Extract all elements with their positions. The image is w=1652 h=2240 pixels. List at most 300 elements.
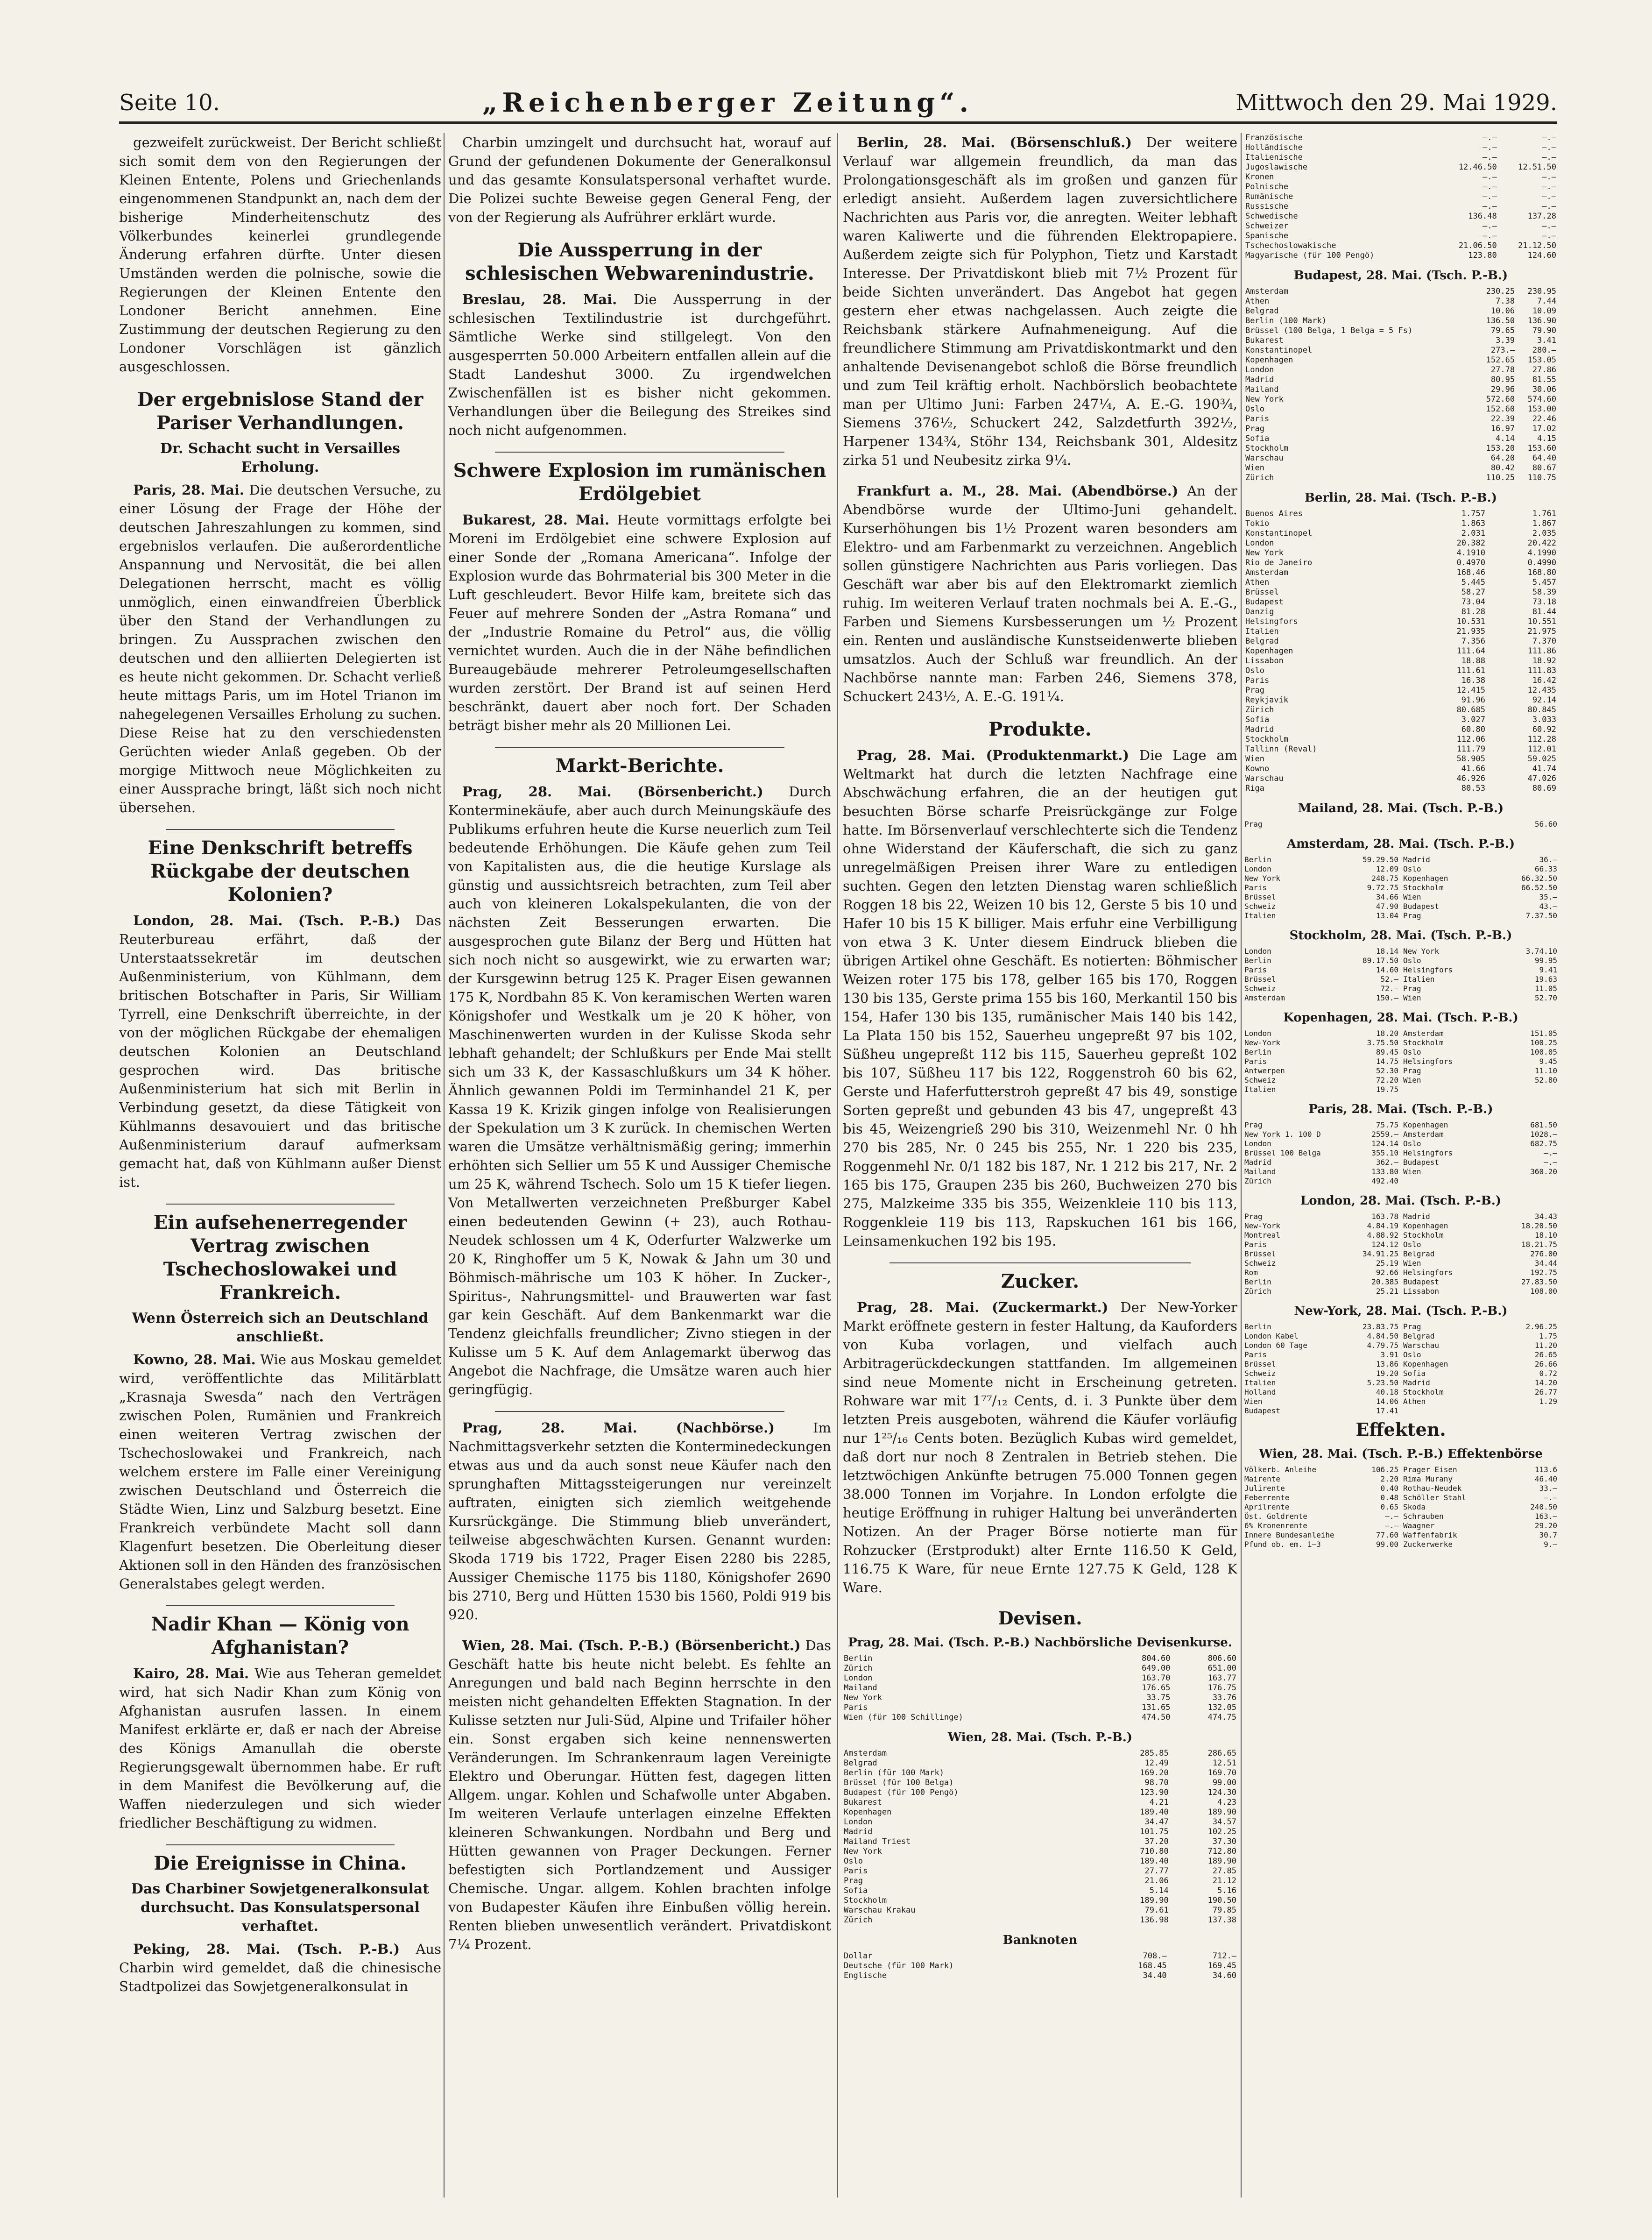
rate-value: 273.— xyxy=(1490,346,1515,355)
rate-row xyxy=(1244,1322,1398,1332)
rate-value: 3.91 xyxy=(1380,1350,1398,1359)
rate-value: 81.28 xyxy=(1461,607,1485,617)
rate-value: 41.66 xyxy=(1461,764,1485,773)
rate-label: Kronen xyxy=(1245,172,1274,182)
rate-value: 80.845 xyxy=(1527,705,1556,715)
rate-label: Amsterdam xyxy=(844,1749,887,1758)
rate-value: 806.60 xyxy=(1207,1654,1236,1663)
wien-effekten-heading: Wien, 28. Mai. (Tsch. P.-B.) Effektenbörse xyxy=(1259,1447,1543,1461)
rate-row xyxy=(1244,705,1557,715)
mailand-heading: Mailand, 28. Mai. (Tsch. P.-B.) xyxy=(1298,801,1504,815)
rate-row xyxy=(1403,1512,1557,1521)
rate-value: 7.38 xyxy=(1496,297,1515,306)
rate-row xyxy=(843,1817,1237,1827)
rate-value: 52.70 xyxy=(1534,993,1557,1002)
rate-row xyxy=(1244,1350,1398,1360)
article-body xyxy=(119,1664,441,1832)
rate-value: 26.66 xyxy=(1534,1360,1557,1368)
rate-label: London 60 Tage xyxy=(1244,1341,1307,1350)
article-body xyxy=(119,911,441,1191)
rate-row xyxy=(1244,1130,1398,1139)
rate-value: 1.75 xyxy=(1539,1332,1557,1340)
rate-label: Oslo xyxy=(1403,1139,1421,1148)
rate-value: 101.75 xyxy=(1140,1827,1169,1836)
rate-value: 21.12.50 xyxy=(1518,241,1556,250)
rate-label: Zürich xyxy=(1244,1177,1271,1185)
rate-label: Polnische xyxy=(1245,182,1289,191)
rate-value: 111.83 xyxy=(1527,666,1556,675)
rate-label: Amsterdam xyxy=(1403,1130,1444,1139)
rate-row xyxy=(1244,336,1557,346)
rate-row xyxy=(1403,993,1557,1003)
rate-row xyxy=(1244,947,1398,956)
rate-row xyxy=(1244,548,1557,558)
rate-value: 12.435 xyxy=(1527,686,1556,695)
rate-value: —.— xyxy=(1542,192,1556,201)
rate-label: Französische xyxy=(1245,133,1303,142)
article xyxy=(448,1636,831,1954)
rate-row xyxy=(1244,1531,1398,1540)
rate-label: Prag xyxy=(844,1876,863,1886)
rate-value: 81.44 xyxy=(1532,607,1556,617)
separator-rule xyxy=(166,1605,395,1606)
rate-row xyxy=(1244,588,1557,597)
rate-value: 1.863 xyxy=(1461,519,1485,528)
rate-label: Prag xyxy=(1244,820,1263,829)
rate-label: Athen xyxy=(1403,1397,1426,1406)
rate-value: —.— xyxy=(1482,202,1497,211)
rate-value: 72.20 xyxy=(1376,1076,1398,1085)
rate-row xyxy=(1244,1512,1398,1521)
rate-label: Belgrad xyxy=(1245,306,1279,316)
rate-value: 22.39 xyxy=(1490,414,1515,424)
pair-column xyxy=(1244,1212,1398,1296)
article xyxy=(843,1270,1237,1597)
rate-row xyxy=(1403,975,1557,984)
rate-value: 0.48 xyxy=(1380,1493,1398,1502)
rate-row xyxy=(1403,1148,1557,1158)
rate-row xyxy=(1244,1360,1398,1369)
pair-column xyxy=(1403,947,1557,1003)
rate-row xyxy=(1403,911,1557,921)
rate-label: Konstantinopel xyxy=(1245,346,1313,355)
rate-label: Riga xyxy=(1245,784,1264,793)
article-text: Charbin umzingelt und durchsucht hat, worauf auf Grund der gefundenen Dokumente der Generalkonsul und das gesamte Konsulatspersonal verhaftet wurde. Die Polizei suchte Beweise gegen General Feng, der von der Regierung als Aufrührer erklärt wurde. xyxy=(448,135,831,225)
rate-value: —.— xyxy=(1542,133,1556,142)
rate-label: Oslo xyxy=(1403,956,1421,965)
rate-label: Prag xyxy=(1403,984,1421,993)
rate-row xyxy=(843,1808,1237,1817)
rate-value: 34.57 xyxy=(1212,1817,1236,1827)
rate-value: 30.06 xyxy=(1532,385,1556,394)
rate-row xyxy=(843,1886,1237,1896)
rate-row xyxy=(1244,855,1398,865)
rate-value: 59.29.50 xyxy=(1362,855,1398,864)
rate-label: Russische xyxy=(1245,202,1289,211)
rate-row xyxy=(1244,686,1557,695)
rate-value: 73.04 xyxy=(1461,597,1485,607)
rate-label: Zürich xyxy=(1245,705,1274,715)
rate-row xyxy=(1403,865,1557,874)
rate-value: 112.28 xyxy=(1527,735,1556,744)
rate-value: 7.370 xyxy=(1532,637,1556,646)
article-dateline: Kowno, 28. Mai. xyxy=(133,1352,256,1368)
rate-value: 168.45 xyxy=(1138,1961,1167,1971)
devisen-heading: Devisen. xyxy=(998,1608,1082,1629)
rate-value: 11.10 xyxy=(1534,1066,1557,1075)
article-body xyxy=(448,1636,831,1954)
rate-value: 9.72.75 xyxy=(1367,883,1398,892)
rate-row xyxy=(1403,1048,1557,1057)
rate-label: Wien xyxy=(1403,1259,1421,1268)
rate-value: 163.— xyxy=(1534,1512,1557,1521)
rate-row xyxy=(1244,744,1557,754)
rate-value: 33.75 xyxy=(1146,1693,1171,1702)
rate-label: Berlin xyxy=(1244,1048,1271,1056)
article-dateline: Prag, 28. Mai. (Produktenmarkt.) xyxy=(857,747,1130,763)
rate-value: 9.— xyxy=(1544,1540,1557,1549)
pair-columns xyxy=(1244,1029,1557,1094)
rate-label: Konstantinopel xyxy=(1245,529,1313,538)
rate-value: 4.23 xyxy=(1217,1798,1236,1807)
rate-label: Prag xyxy=(1403,1322,1421,1331)
rate-value: —.— xyxy=(1542,231,1556,241)
rate-row xyxy=(1403,1120,1557,1130)
rate-row xyxy=(1244,627,1557,637)
rate-value: 574.60 xyxy=(1527,395,1556,404)
pair-column xyxy=(1403,1322,1557,1416)
rate-row xyxy=(1403,874,1557,883)
rate-label: Athen xyxy=(1245,297,1270,306)
rate-label: Warschau xyxy=(1403,1341,1440,1350)
rate-row xyxy=(1244,1029,1398,1038)
rate-label: London xyxy=(1245,539,1274,548)
separator-rule xyxy=(166,829,395,830)
rate-label: Schweizer xyxy=(1245,221,1289,231)
article-dateline: Bukarest, 28. Mai. xyxy=(462,512,610,528)
pair-column xyxy=(1403,1212,1557,1296)
rate-label: Zuckerwerke xyxy=(1403,1540,1453,1549)
article-dateline: Prag, 28. Mai. (Börsenbericht.) xyxy=(462,784,763,800)
rate-row xyxy=(1244,1066,1398,1076)
rate-row xyxy=(1244,424,1557,434)
rate-label: Zürich xyxy=(844,1664,873,1673)
newyork-list xyxy=(1244,1322,1557,1416)
rate-value: 163.77 xyxy=(1207,1673,1236,1683)
rate-value: 59.025 xyxy=(1527,754,1556,764)
rate-value: 16.38 xyxy=(1461,676,1485,685)
rate-value: 153.60 xyxy=(1527,444,1556,453)
rate-label: Paris xyxy=(844,1703,868,1712)
kopenhagen-heading: Kopenhagen, 28. Mai. (Tsch. P.-B.) xyxy=(1283,1011,1518,1025)
rate-value: 3.39 xyxy=(1496,336,1515,345)
rate-value: 21.12 xyxy=(1212,1876,1236,1886)
rate-value: 27.78 xyxy=(1490,365,1515,375)
rate-row xyxy=(843,1654,1237,1664)
rate-row xyxy=(1403,1287,1557,1296)
rate-value: 9.45 xyxy=(1539,1057,1557,1066)
rate-value: 27.77 xyxy=(1144,1866,1169,1876)
rate-label: Stockholm xyxy=(1403,1231,1444,1240)
rate-label: Italien xyxy=(1244,1085,1276,1094)
berlin-table xyxy=(1244,509,1557,794)
article-dateline: Berlin, 28. Mai. (Börsenschluß.) xyxy=(857,135,1132,150)
rate-row xyxy=(1244,975,1398,984)
article xyxy=(448,459,831,735)
rate-row xyxy=(843,1837,1237,1847)
rate-label: Deutsche (für 100 Mark) xyxy=(844,1961,954,1971)
rate-value: 176.75 xyxy=(1207,1683,1236,1693)
rate-value: 3.41 xyxy=(1537,336,1556,345)
rate-label: Mailand Triest xyxy=(844,1837,911,1846)
rate-row xyxy=(1244,1148,1398,1158)
rate-value: 108.00 xyxy=(1530,1287,1557,1296)
rate-value: 189.40 xyxy=(1140,1857,1169,1866)
article-headline: Die Ereignisse in China. xyxy=(154,1852,407,1874)
rate-value: 2.035 xyxy=(1532,529,1556,538)
rate-value: 4.88.92 xyxy=(1367,1231,1398,1240)
article-dateline: London, 28. Mai. (Tsch. P.-B.) xyxy=(133,913,401,929)
rate-row xyxy=(843,1703,1237,1713)
rate-row xyxy=(1244,221,1557,231)
rate-row xyxy=(1403,1139,1557,1148)
rate-value: 29.20 xyxy=(1534,1521,1557,1530)
rate-label: Italien xyxy=(1403,975,1435,984)
rate-row xyxy=(1244,1057,1398,1066)
rate-row xyxy=(1403,965,1557,975)
rate-value: 7.356 xyxy=(1461,637,1485,646)
article-text: Aus Charbin wird gemeldet, daß die chinesische Stadtpolizei das Sowjetgeneralkonsulat in xyxy=(119,1941,441,1994)
pair-column xyxy=(1244,820,1557,829)
separator-rule xyxy=(166,1844,395,1845)
rate-label: Waffenfabrik xyxy=(1403,1531,1457,1539)
rate-row xyxy=(1244,346,1557,355)
rate-row xyxy=(1244,1249,1398,1259)
rate-row xyxy=(1244,735,1557,744)
rate-value: 79.85 xyxy=(1212,1906,1236,1915)
rate-row xyxy=(843,1683,1237,1693)
rate-label: Madrid xyxy=(1403,1378,1430,1387)
article-body xyxy=(843,1298,1237,1597)
rate-label: Rothau-Neudek xyxy=(1403,1484,1462,1493)
rate-value: 133.80 xyxy=(1371,1167,1398,1176)
rate-label: Pfund ob. em. 1—3 xyxy=(1244,1540,1321,1549)
rate-label: Prag xyxy=(1403,911,1421,920)
rate-label: Zürich xyxy=(844,1915,873,1925)
rate-value: 13.04 xyxy=(1376,911,1398,920)
rate-value: 64.40 xyxy=(1532,454,1556,463)
rate-value: 37.20 xyxy=(1144,1837,1169,1846)
rate-value: 360.20 xyxy=(1530,1167,1557,1176)
rate-row xyxy=(1403,1076,1557,1085)
article-body xyxy=(448,510,831,735)
article-subheadline: Das Charbiner Sowjetgeneralkonsulat durchsucht. Das Konsulatspersonal verhaftet. xyxy=(131,1881,430,1935)
rate-row xyxy=(1244,597,1557,607)
article-dateline: Prag, 28. Mai. (Nachbörse.) xyxy=(462,1420,775,1436)
rate-label: Englische xyxy=(844,1971,887,1980)
rate-value: —.— xyxy=(1482,143,1497,152)
rate-label: New York xyxy=(1245,548,1284,558)
rate-row xyxy=(1244,1378,1398,1388)
rate-label: Belgrad xyxy=(1403,1249,1435,1258)
rate-label: Kowno xyxy=(1245,764,1270,773)
separator-rule xyxy=(495,747,784,748)
rate-label: Brüssel xyxy=(1244,893,1276,901)
rate-label: Berlin xyxy=(1244,1277,1271,1286)
rate-value: 11.05 xyxy=(1534,984,1557,993)
rate-row xyxy=(1244,784,1557,794)
rate-label: Amsterdam xyxy=(1245,287,1289,296)
rate-row xyxy=(1244,695,1557,705)
rate-label: Wien xyxy=(1245,463,1264,473)
rate-value: 98.70 xyxy=(1144,1778,1169,1787)
mailand-list xyxy=(1244,820,1557,829)
rate-label: Kopenhagen xyxy=(844,1808,892,1817)
article xyxy=(119,1613,441,1832)
rate-label: Helsingfors xyxy=(1245,617,1298,626)
rate-row xyxy=(1244,1167,1398,1177)
rate-label: Aprilrente xyxy=(1244,1503,1290,1511)
rate-row xyxy=(1403,1277,1557,1287)
rate-row xyxy=(1244,1048,1398,1057)
issue-date: Mittwoch den 29. Mai 1929. xyxy=(1235,90,1557,116)
rate-label: Wien xyxy=(1403,893,1421,901)
rate-label: Stockholm xyxy=(1245,444,1289,453)
rate-label: Belgrad xyxy=(1245,637,1279,646)
rate-label: Kopenhagen xyxy=(1403,1120,1448,1129)
rate-row xyxy=(1403,1397,1557,1406)
rate-label: Oslo xyxy=(1403,865,1421,873)
rate-label: Mailand xyxy=(1244,1167,1276,1176)
rate-row xyxy=(1403,1240,1557,1249)
article-text: Der weitere Verlauf war allgemein freundlich, da man das Prolongationsgeschäft als im großen und ganzen für erledigt ansieht. Außerdem lagen zuversichtlichere Nachrichten aus Paris vor, die anregten. Weiter lebhaft waren Kaliwerte und die führenden Elektropapiere. Außerdem zeigte sich für Polyphon, Tietz und Karstadt Interesse. Der Privatdiskont blieb mit 7½ Prozent für beide Sichten unverändert. Das Angebot hat gegen gestern eher etwas nachgelassen. Auch zeigte die Reichsbank stärkere Aufnahmeneigung. Auf die freundlichere Stimmung am Privatdiskontmarkt und den anhaltende Devisenangebot schloß die Börse freundlich und zum Teil kräftig erholt. Nachbörslich beobachtete man per Ultimo Juni: Farben 247¼, A. E.-G. 190¾, Siemens 376½, Schuckert 242, Salzdetfurth 392½, Harpener 134¾, Stöhr 134, Reichsbank 301, Aldesitz zirka 51 und Neubesitz zirka 9¼. xyxy=(843,135,1237,468)
article xyxy=(448,133,831,227)
rate-value: 1028.— xyxy=(1530,1130,1557,1139)
prag-devisen-heading: Prag, 28. Mai. (Tsch. P.-B.) Nachbörsliche Devisenkurse. xyxy=(848,1636,1232,1650)
article-headline: Der ergebnislose Stand der Pariser Verhandlungen. xyxy=(137,389,424,434)
rate-value: —.— xyxy=(1385,1521,1398,1530)
article-text: An der Abendbörse wurde der Ultimo-Juni gehandelt. Kurserhöhungen bis 1½ Prozent waren besonders am Elektro- und am Farbenmarkt zu verzeichnen. Angeblich sollen günstigere Nachrichten aus Paris vorliegen. Das Geschäft war aber bis auf den Elektromarkt ziemlich ruhig. Im weiteren Verlauf traten nochmals bei A. E.-G., Farben und Siemens Kursbesserungen um ½ Prozent ein. Renten und ausländische Kunstseidenwerte blieben umsatzlos. Auch der Schluß war freundlich. An der Nachbörse nannte man: Farben 246, Siemens 378, Schuckert 243½, A. E.-G. 191¼. xyxy=(843,483,1237,704)
article-text: Der New-Yorker Markt eröffnete gestern in fester Haltung, da Kauforders von Kuba vorlagen, und vielfach auch Arbitragerückdeckungen stattfanden. Im allgemeinen sind neue Momente nicht in Erscheinung getreten. Rohware war mit 1⁷⁷/₁₂ Cents, d. i. 3 Punkte über dem letzten Preis ausgeboten, während die Käufer vorläufig nur 1²⁵/₁₆ Cents boten. Bezüglich Kubas wird gemeldet, daß dort nur noch 8 Zentralen in Betrieb stehen. Die letztwöchigen Ankünfte betrugen 75.000 Tonnen gegen 38.000 Tonnen im Vorjahre. In London erfolgte die heutige Eröffnung in ruhiger Haltung bei unveränderten Notizen. An der Prager Börse notierte man für Rohzucker (Erstprodukt) alter Ernte 116.50 K Geld, 116.75 K Ware, für neue Ernte 127.75 K Geld, 128 K Ware. xyxy=(843,1299,1237,1595)
rate-value: 27.85 xyxy=(1212,1866,1236,1876)
wien-devisen-table xyxy=(843,1749,1237,1925)
rate-value: 10.531 xyxy=(1456,617,1485,626)
rate-row xyxy=(1244,365,1557,375)
rate-value: 136.48 xyxy=(1468,212,1497,221)
rate-value: 23.83.75 xyxy=(1362,1322,1398,1331)
rate-value: 124.60 xyxy=(1527,251,1556,260)
article-body xyxy=(448,1418,831,1624)
rate-label: Brüssel (100 Belga, 1 Belga = 5 Fs) xyxy=(1245,326,1413,335)
rate-label: New York xyxy=(844,1693,882,1702)
rate-label: Kopenhagen xyxy=(1245,646,1293,656)
rate-row xyxy=(1244,1465,1398,1474)
rate-label: Danzig xyxy=(1245,607,1274,617)
rate-label: Oslo xyxy=(1403,1048,1421,1056)
banknoten-table xyxy=(843,1951,1237,1981)
rate-label: Kopenhagen xyxy=(1403,874,1448,883)
rate-label: Holland xyxy=(1244,1388,1276,1396)
rate-row xyxy=(1244,231,1557,241)
article-text: Durch Konterminekäufe, aber auch durch Meinungskäufe des Publikums erfuhren heute die Kurse neuerlich zum Teil bedeutende Erhöhungen. Die Käufe gehen zum Teil von Kapitalisten aus, die die heutige Kurslage als günstig und aussichtsreich betrachten, zum Teil aber auch von kleineren Lokalspekulanten, die von der nächsten Zeit Besserungen erwarten. Die ausgesprochen gute Bilanz der Berg und Hütten hat sich noch nicht so ausgewirkt, wie zu erwarten war; der Kursgewinn betrug 125 K. Prager Eisen gewannen 175 K, Nordbahn 85 K. Von keramischen Werten waren Königshofer und Westkalk um je 20 K höher, von Maschinenwerten wurden in der Kulisse Skoda sehr lebhaft gehandelt; der Schlußkurs per Ende Mai stellt sich um 33 K, der Kassaschlußkurs um 34 K höher. Ähnlich gewannen Poldi im Terminhandel 21 K, per Kassa 19 K. Krizik gingen infolge von Realisierungen der Spekulation um 3 K zurück. In chemischen Werten waren die Umsätze verhältnismäßig gering; immerhin erhöhten sich Sellier um 55 K und Aussiger Chemische um 25 K, während Tschech. Solo um 15 K tiefer liegen. Von Metallwerten verzeichneten Preßburger Kabel einen bedeutenden Gewinn (+ 23), auch Rothau-Neudek schlossen um 4 K, Oderfurter Walzwerke um 20 K, Ringhoffer um 5 K, Nowak & Jahn um 30 und Böhmisch-mährische um 103 K höher. In Zucker-, Spiritus-, Nahrungsmittel- und Brauwerten war fast gar kein Geschäft. Auf dem Bankenmarkt war die Tendenz gleichfalls freundlicher; Zivno stiegen in der Kulisse um 5 K. Auf dem Anlagemarkt überwog das Angebot die Nachfrage, die Umsätze waren auch hier geringfügig. xyxy=(448,784,831,1397)
rate-row xyxy=(1244,1369,1398,1378)
rate-value: 25.21 xyxy=(1376,1287,1398,1296)
rate-value: 137.28 xyxy=(1527,212,1556,221)
rate-label: Sofia xyxy=(1403,1369,1426,1378)
rate-row xyxy=(1244,355,1557,365)
rate-value: —.— xyxy=(1542,202,1556,211)
page-number: Seite 10. xyxy=(119,90,220,116)
rate-value: 46.926 xyxy=(1456,774,1485,783)
rate-label: Wien xyxy=(1403,1076,1421,1085)
paris-heading: Paris, 28. Mai. (Tsch. P.-B.) xyxy=(1308,1102,1493,1116)
rate-value: 230.95 xyxy=(1527,287,1556,296)
devisen-section xyxy=(843,1609,1237,1981)
article-body xyxy=(119,481,441,817)
rate-value: 79.61 xyxy=(1144,1906,1169,1915)
rate-value: 153.05 xyxy=(1527,355,1556,365)
rate-label: Berlin (für 100 Mark) xyxy=(844,1768,944,1778)
rate-label: Berlin (100 Mark) xyxy=(1245,316,1327,326)
rate-label: London xyxy=(1244,1139,1271,1148)
rate-label: Spanische xyxy=(1245,231,1289,241)
rate-value: 20.422 xyxy=(1527,539,1556,548)
rate-row xyxy=(843,1788,1237,1798)
rate-value: 124.14 xyxy=(1371,1139,1398,1148)
rate-row xyxy=(843,1749,1237,1758)
rate-value: 12.49 xyxy=(1144,1758,1169,1768)
rate-label: Budapest xyxy=(1245,597,1284,607)
rate-value: 18.88 xyxy=(1461,656,1485,666)
rate-value: 34.47 xyxy=(1144,1817,1169,1827)
rate-value: 92.66 xyxy=(1376,1268,1398,1277)
rate-value: 80.42 xyxy=(1490,463,1515,473)
rate-value: 34.40 xyxy=(1143,1971,1167,1980)
rate-label: Zürich xyxy=(1245,473,1274,482)
rate-value: 708.— xyxy=(1143,1951,1167,1961)
pair-columns xyxy=(1244,820,1557,829)
rate-row xyxy=(1403,1249,1557,1259)
rate-row xyxy=(1244,646,1557,656)
rate-label: Paris xyxy=(844,1866,868,1876)
rate-row xyxy=(1244,715,1557,725)
rate-value: —.— xyxy=(1482,133,1497,142)
rate-label: Prag xyxy=(1244,1212,1263,1221)
rate-row xyxy=(843,1951,1237,1961)
pair-columns xyxy=(1244,947,1557,1003)
rate-label: Skoda xyxy=(1403,1503,1426,1511)
rate-value: 682.75 xyxy=(1530,1139,1557,1148)
rate-value: —.— xyxy=(1544,1493,1557,1502)
rate-row xyxy=(1244,1120,1398,1130)
rate-row xyxy=(843,1915,1237,1925)
rate-value: 2559.— xyxy=(1371,1130,1398,1139)
rate-value: 163.78 xyxy=(1371,1212,1398,1221)
separator-rule xyxy=(166,1204,395,1205)
rate-label: Stockholm xyxy=(1403,1038,1444,1047)
rate-row xyxy=(1244,297,1557,306)
rate-value: 111.79 xyxy=(1456,744,1485,754)
rate-value: 20.385 xyxy=(1371,1277,1398,1286)
rate-value: 99.95 xyxy=(1534,956,1557,965)
rate-value: 124.30 xyxy=(1207,1788,1236,1797)
rate-label: Brüssel 100 Belga xyxy=(1244,1148,1321,1157)
rate-row xyxy=(1403,1332,1557,1341)
rate-label: New York xyxy=(1244,874,1281,883)
article-text: Die Lage am Weltmarkt hat durch die letzten Nachfrage eine Abschwächung erfahren, die an der heutigen gut besuchten Börse scharfe Preisrückgänge zur Folge hatte. Im Börsenverlauf verschlechterte sich die Tendenz ohne Widerstand der Käuferschaft, die sich zu ganz unregelmäßigen Preisen ihrer Ware zu entledigen suchten. Gegen den letzten Dienstag waren schließlich Roggen 18 bis 22, Weizen 10 bis 12, Gerste 5 bis 10 und Hafer 10 bis 15 K billiger. Mais erfuhr eine Verbilligung von etwa 3 K. Unter diesem Eindruck blieben die übrigen Artikel ohne Geschäft. Es notierten: Böhmischer Weizen roter 175 bis 178, gelber 165 bis 170, Roggen 130 bis 135, Gerste prima 155 bis 160, Merkantil 150 bis 154, Hafer 130 bis 135, rumänischer Mais 140 bis 142, La Plata 150 bis 152, Sauerheu ungepreßt 97 bis 102, Süßheu ungepreßt 112 bis 115, Sauerheu gepreßt 102 bis 107, Süßheu 117 bis 122, Roggenstroh 60 bis 62, Gerste und Haferfutterstroh gepreßt 47 bis 49, sonstige Sorten gepreßt und gebunden 43 bis 47, ungepreßt 43 bis 45, Weizengrieß 290 bis 310, Weizenmehl Nr. 0 hh 270 bis 285, Nr. 0 245 bis 255, Nr. 1 220 bis 235, Roggenmehl Nr. 0/1 182 bis 187, Nr. 1 212 bis 217, Nr. 2 165 bis 175, Graupen 235 bis 260, Buchweizen 270 bis 275, Malzkeime 335 bis 355, Weizenkleie 110 bis 113, Roggenkleie 119 bis 113, Rapskuchen 161 bis 166, Leinsamenkuchen 192 bis 195. xyxy=(843,747,1237,1249)
rate-label: Tschechoslowakische xyxy=(1245,241,1336,250)
rate-row xyxy=(1244,1277,1398,1287)
